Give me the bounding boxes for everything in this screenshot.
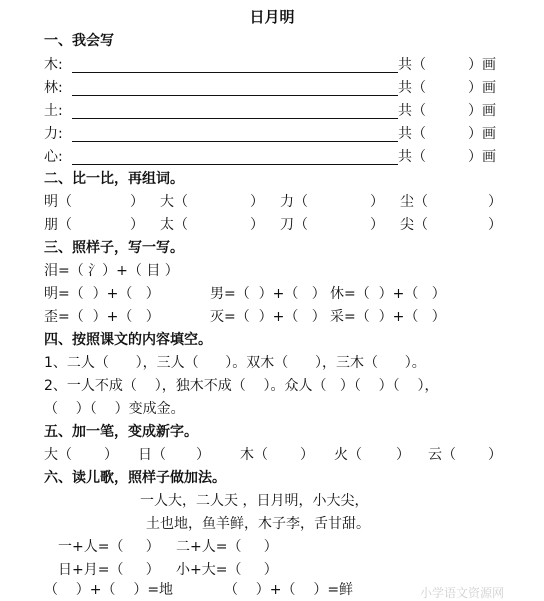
example-equation: 泪=（ 氵）+（ 目 ）	[44, 263, 179, 279]
fill-line-3: （ ）（ ）变成金。	[44, 401, 185, 417]
section-4-heading: 四、按照课文的内容填空。	[44, 332, 212, 348]
stroke-count-open: 共（	[398, 103, 426, 119]
addition-equation: 二+人=（ ）	[176, 539, 278, 555]
split-item: 男=（ ）+（ ）	[210, 286, 326, 302]
compare-item: 大（	[160, 194, 188, 210]
write-blank-line[interactable]	[72, 164, 398, 165]
write-blank-line[interactable]	[72, 95, 398, 96]
compare-close: ）	[250, 194, 264, 210]
write-blank-line[interactable]	[72, 72, 398, 73]
add-stroke-close: ）	[488, 447, 502, 463]
split-item: 明=（ ）+（ ）	[44, 286, 160, 302]
addition-equation: 小+大=（ ）	[176, 562, 278, 578]
split-item: 休=（ ）+（ ）	[330, 286, 446, 302]
compare-close: ）	[370, 194, 384, 210]
section-5-heading: 五、加一笔，变成新字。	[44, 424, 198, 440]
section-6-heading: 六、读儿歌，照样子做加法。	[44, 470, 226, 486]
stroke-count-close: ）画	[468, 126, 496, 142]
addition-equation: （ ）+（ ）=鲜	[224, 582, 354, 598]
compare-item: 朋（	[44, 217, 72, 233]
stroke-count-close: ）画	[468, 149, 496, 165]
section-3-heading: 三、照样子，写一写。	[44, 240, 184, 256]
compare-close: ）	[250, 217, 264, 233]
compare-close: ）	[130, 217, 144, 233]
poem-line-1: 一人大，二人天 ，日月明，小大尖，	[140, 493, 369, 509]
stroke-count-open: 共（	[398, 80, 426, 96]
split-item: 采=（ ）+（ ）	[330, 309, 446, 325]
page-title: 日月明	[249, 8, 295, 26]
addition-equation: 一+人=（ ）	[58, 539, 160, 555]
write-row-char: 木:	[44, 57, 63, 73]
stroke-count-close: ）画	[468, 103, 496, 119]
addition-equation: （ ）+（ ）=地	[44, 582, 174, 598]
write-row-char: 林:	[44, 80, 63, 96]
watermark: 小学语文资源网	[420, 586, 505, 600]
stroke-count-close: ）画	[468, 57, 496, 73]
write-row-char: 力:	[44, 126, 63, 142]
compare-item: 刀（	[280, 217, 308, 233]
write-blank-line[interactable]	[72, 118, 398, 119]
compare-item: 明（	[44, 194, 72, 210]
split-item: 灭=（ ）+（ ）	[210, 309, 326, 325]
compare-close: ）	[488, 194, 502, 210]
compare-item: 尘（	[400, 194, 428, 210]
fill-line-2: 2、一人不成（ ），独木不成（ ）。众人（ ）（ ）（ ），	[44, 378, 439, 394]
split-item: 歪=（ ）+（ ）	[44, 309, 160, 325]
poem-line-2: 土也地，鱼羊鲜，木子李，舌甘甜。	[146, 516, 370, 532]
compare-item: 太（	[160, 217, 188, 233]
add-stroke-close: ）	[396, 447, 410, 463]
add-stroke-close: ）	[104, 447, 118, 463]
add-stroke-item: 云（	[428, 447, 456, 463]
stroke-count-open: 共（	[398, 126, 426, 142]
stroke-count-open: 共（	[398, 57, 426, 73]
compare-close: ）	[370, 217, 384, 233]
add-stroke-item: 木（	[240, 447, 268, 463]
write-blank-line[interactable]	[72, 141, 398, 142]
compare-item: 尖（	[400, 217, 428, 233]
stroke-count-open: 共（	[398, 149, 426, 165]
add-stroke-close: ）	[196, 447, 210, 463]
compare-item: 力（	[280, 194, 308, 210]
section-1-heading: 一、我会写	[44, 33, 114, 49]
add-stroke-item: 大（	[44, 447, 72, 463]
section-2-heading: 二、比一比，再组词。	[44, 171, 184, 187]
fill-line-1: 1、二人（ ），三人（ ）。双木（ ），三木（ ）。	[44, 355, 426, 371]
write-row-char: 土:	[44, 103, 63, 119]
compare-close: ）	[130, 194, 144, 210]
addition-equation: 日+月=（ ）	[58, 562, 160, 578]
add-stroke-close: ）	[300, 447, 314, 463]
compare-close: ）	[488, 217, 502, 233]
add-stroke-item: 火（	[334, 447, 362, 463]
stroke-count-close: ）画	[468, 80, 496, 96]
add-stroke-item: 日（	[138, 447, 166, 463]
write-row-char: 心:	[44, 149, 63, 165]
